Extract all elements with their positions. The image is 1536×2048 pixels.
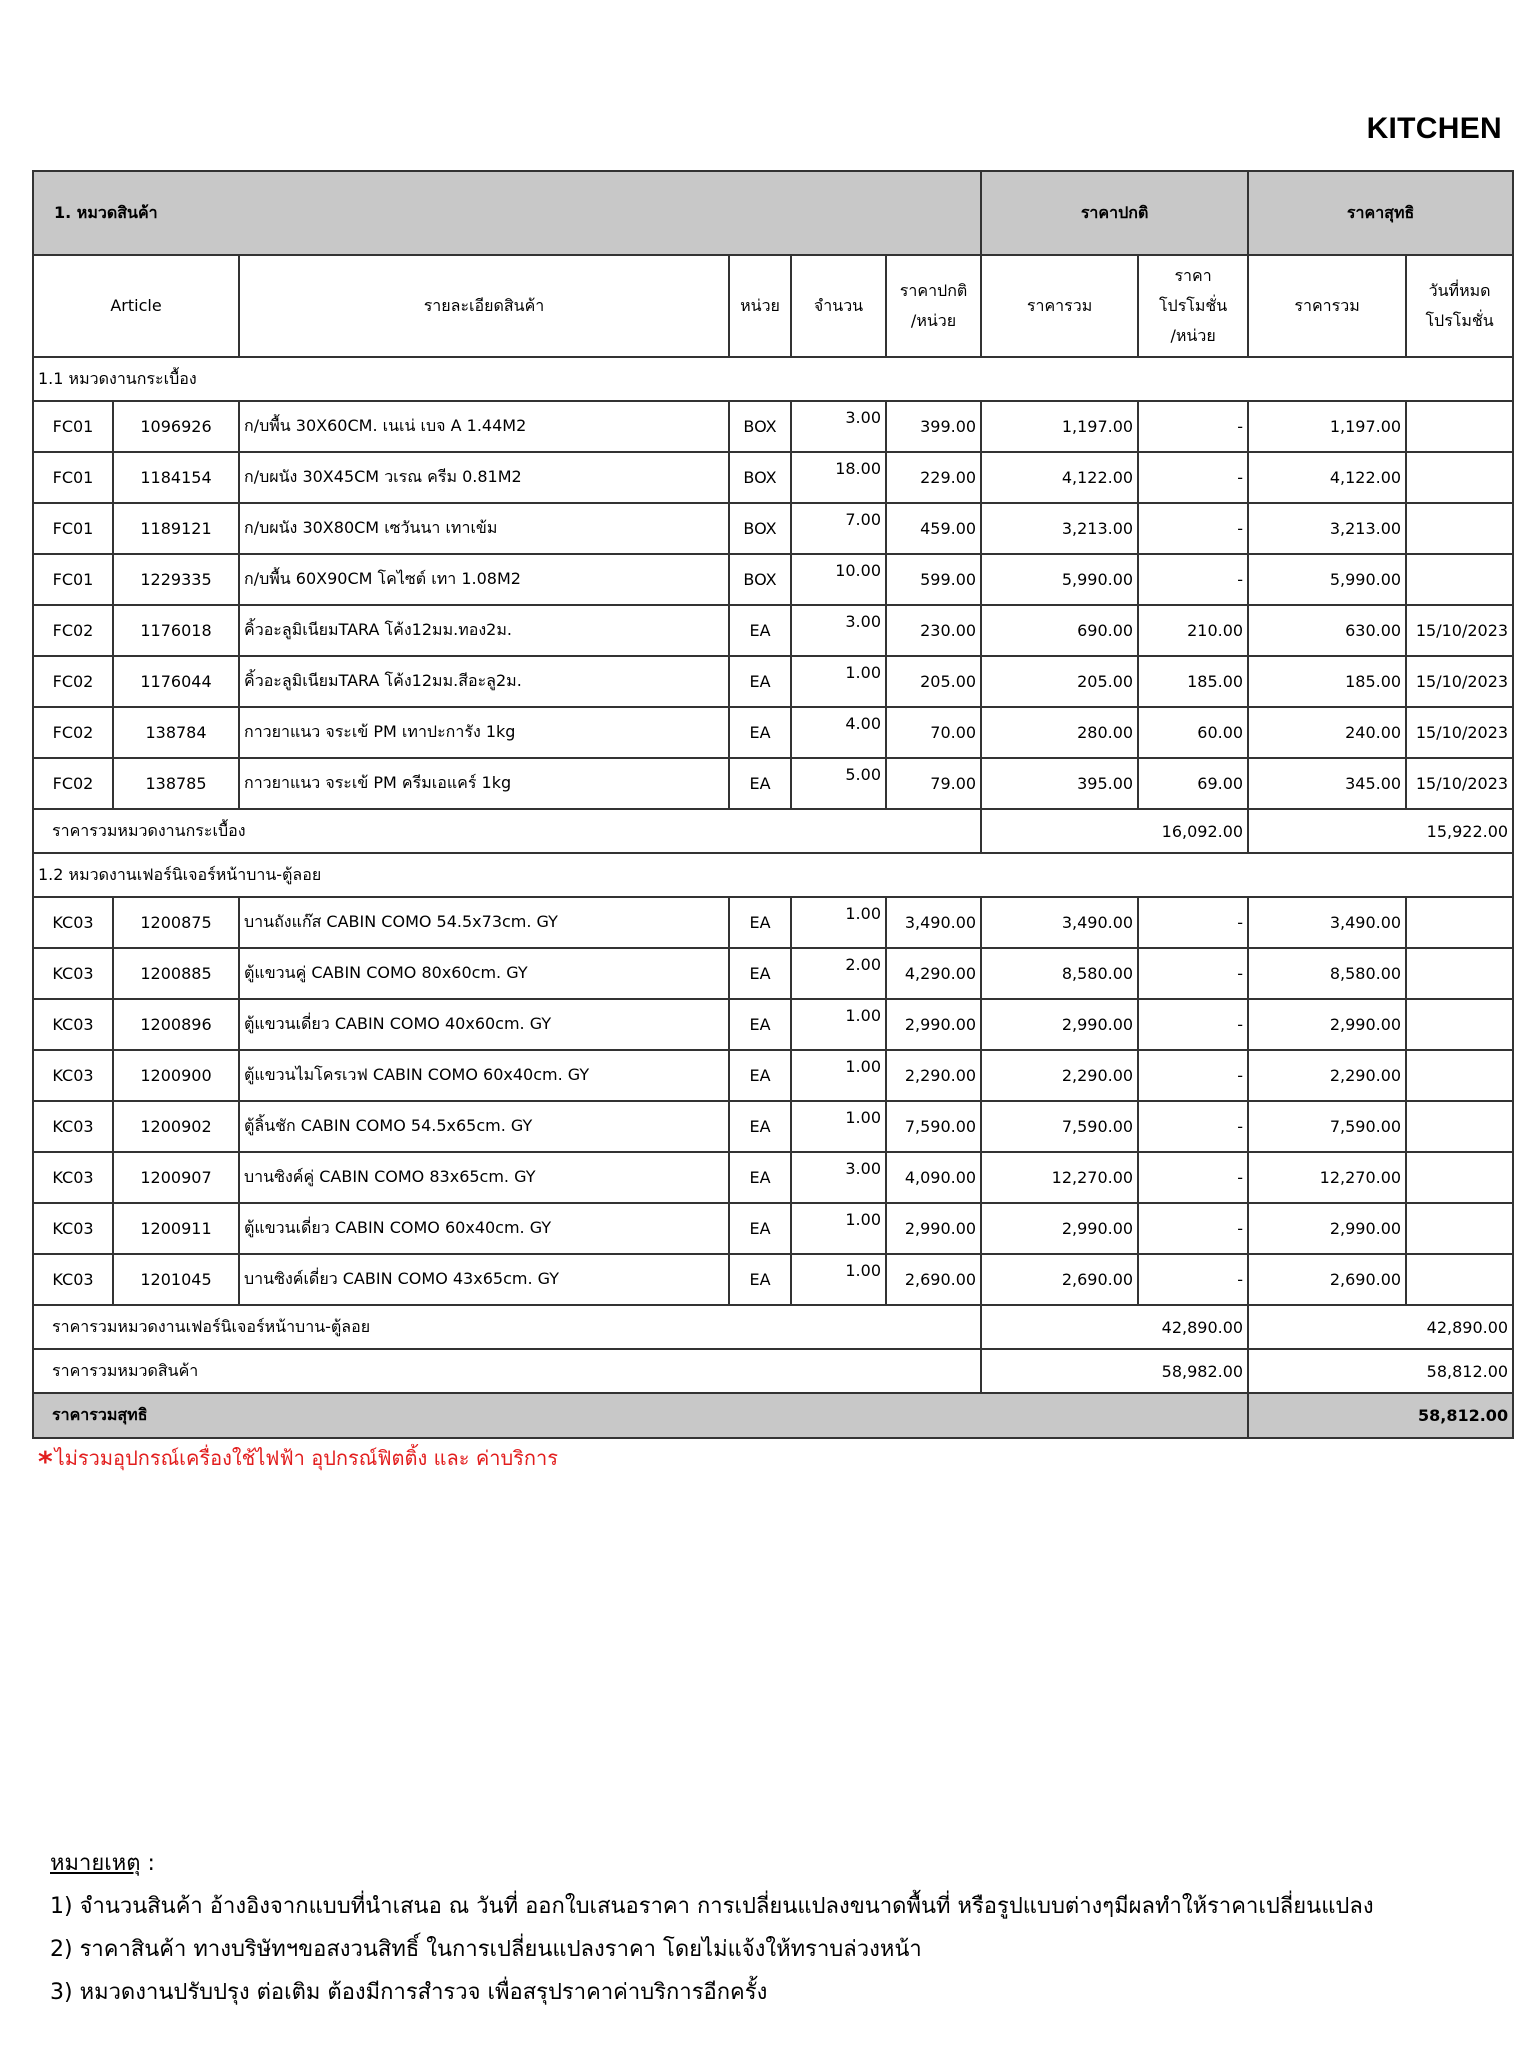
table-row (33, 948, 1513, 999)
subtotal-normal: 42,890.00 (981, 1305, 1248, 1349)
promo-price: - (1138, 1152, 1248, 1203)
item-quantity: 2.00 (791, 948, 886, 999)
item-description: ตู้แขวนคู่ CABIN COMO 80x60cm. GY (239, 948, 729, 999)
section-header-row (33, 853, 1513, 897)
item-unit: BOX (729, 401, 791, 452)
group-code: FC01 (33, 554, 113, 605)
item-unit: EA (729, 656, 791, 707)
item-quantity: 3.00 (791, 401, 886, 452)
section-title: 1.2 หมวดงานเฟอร์นิเจอร์หน้าบาน-ตู้ลอย (33, 853, 1513, 897)
group-code: KC03 (33, 948, 113, 999)
unit-price: 70.00 (886, 707, 981, 758)
net-total: 8,580.00 (1248, 948, 1406, 999)
col-price-per-unit: ราคาปกติ /หน่วย (886, 255, 981, 357)
promo-price: - (1138, 554, 1248, 605)
promo-end-date (1406, 1101, 1513, 1152)
net-total: 3,490.00 (1248, 897, 1406, 948)
unit-price: 79.00 (886, 758, 981, 809)
promo-price: - (1138, 503, 1248, 554)
group-code: FC01 (33, 452, 113, 503)
item-description: คิ้วอะลูมิเนียมTARA โค้ง12มม.ทอง2ม. (239, 605, 729, 656)
line-total: 395.00 (981, 758, 1138, 809)
group-code: KC03 (33, 897, 113, 948)
unit-price: 2,990.00 (886, 999, 981, 1050)
line-total: 4,122.00 (981, 452, 1138, 503)
line-total: 1,197.00 (981, 401, 1138, 452)
promo-end-date (1406, 999, 1513, 1050)
net-total: 1,197.00 (1248, 401, 1406, 452)
unit-price: 229.00 (886, 452, 981, 503)
promo-end-date (1406, 1254, 1513, 1305)
table-row (33, 1203, 1513, 1254)
net-total: 240.00 (1248, 707, 1406, 758)
section-subtotal-row (33, 1305, 1513, 1349)
net-total: 2,990.00 (1248, 1203, 1406, 1254)
group-code: KC03 (33, 1152, 113, 1203)
item-description: ก/บผนัง 30X80CM เซวันนา เทาเข้ม (239, 503, 729, 554)
article-number: 1176044 (113, 656, 239, 707)
promo-end-date (1406, 554, 1513, 605)
item-unit: EA (729, 1254, 791, 1305)
item-description: ก/บพื้น 60X90CM โคไซต์ เทา 1.08M2 (239, 554, 729, 605)
line-total: 280.00 (981, 707, 1138, 758)
item-unit: EA (729, 605, 791, 656)
promo-price: - (1138, 948, 1248, 999)
table-row (33, 401, 1513, 452)
unit-price: 205.00 (886, 656, 981, 707)
unit-price: 2,690.00 (886, 1254, 981, 1305)
item-unit: EA (729, 897, 791, 948)
item-quantity: 4.00 (791, 707, 886, 758)
promo-price: - (1138, 401, 1248, 452)
item-description: ก/บผนัง 30X45CM วเรณ ครีม 0.81M2 (239, 452, 729, 503)
net-total: 345.00 (1248, 758, 1406, 809)
group-code: KC03 (33, 999, 113, 1050)
promo-end-date (1406, 452, 1513, 503)
item-unit: EA (729, 1152, 791, 1203)
item-quantity: 1.00 (791, 1050, 886, 1101)
unit-price: 2,290.00 (886, 1050, 981, 1101)
grand-total-label: ราคารวมสุทธิ (33, 1393, 1248, 1438)
net-total: 7,590.00 (1248, 1101, 1406, 1152)
article-number: 1201045 (113, 1254, 239, 1305)
line-total: 2,990.00 (981, 1203, 1138, 1254)
net-total: 5,990.00 (1248, 554, 1406, 605)
item-quantity: 10.00 (791, 554, 886, 605)
col-article: Article (33, 255, 239, 357)
table-row (33, 1050, 1513, 1101)
remarks-heading: หมายเหตุ (50, 1851, 141, 1876)
category-total-normal: 58,982.00 (981, 1349, 1248, 1393)
subtotal-net: 15,922.00 (1248, 809, 1513, 853)
item-unit: BOX (729, 452, 791, 503)
promo-end-date (1406, 1152, 1513, 1203)
promo-price: - (1138, 452, 1248, 503)
promo-end-date (1406, 897, 1513, 948)
group-code: KC03 (33, 1101, 113, 1152)
subtotal-net: 42,890.00 (1248, 1305, 1513, 1349)
category-total-row (33, 1349, 1513, 1393)
grand-total-row (33, 1393, 1513, 1438)
article-number: 138784 (113, 707, 239, 758)
grand-total-value: 58,812.00 (1248, 1393, 1513, 1438)
item-unit: EA (729, 1101, 791, 1152)
promo-price: - (1138, 999, 1248, 1050)
subtotal-label: ราคารวมหมวดงานกระเบื้อง (33, 809, 981, 853)
unit-price: 599.00 (886, 554, 981, 605)
promo-price: - (1138, 897, 1248, 948)
item-unit: EA (729, 758, 791, 809)
subtotal-normal: 16,092.00 (981, 809, 1248, 853)
article-number: 1200911 (113, 1203, 239, 1254)
article-number: 1200907 (113, 1152, 239, 1203)
category-total-label: ราคารวมหมวดสินค้า (33, 1349, 981, 1393)
net-total: 630.00 (1248, 605, 1406, 656)
remark-line: 2) ราคาสินค้า ทางบริษัทฯขอสงวนสิทธิ์ ในการเปลี่ยนแปลงราคา โดยไม่แจ้งให้ทราบล่วงหน้า (50, 1937, 922, 1962)
article-number: 1176018 (113, 605, 239, 656)
unit-price: 399.00 (886, 401, 981, 452)
subtotal-label: ราคารวมหมวดงานเฟอร์นิเจอร์หน้าบาน-ตู้ลอย (33, 1305, 981, 1349)
remarks: หมายเหตุ : 1) จำนวนสินค้า อ้างอิงจากแบบที่นำเสนอ ณ วันที่ ออกใบเสนอราคา การเปลี่ยนแปลงขนาดพื้นที่ หรือรูปแบบต่างๆมีผลทำให้ราคาเปลี่ยนแปลง 2) ราคาสินค้า ทางบริษัทฯขอสงวนสิทธิ์ ในการเปลี่ยนแปลงราคา โดยไม่แจ้งให้ทราบล่วงหน้า 3) หมวดงานปรับปรุง ต่อเติม ต้องมีการสำรวจ เพื่อสรุปราคาค่าบริการอีกครั้ง (50, 1842, 1374, 2014)
table-row (33, 707, 1513, 758)
article-number: 1200875 (113, 897, 239, 948)
article-number: 1200900 (113, 1050, 239, 1101)
item-description: บานซิงค์คู่ CABIN COMO 83x65cm. GY (239, 1152, 729, 1203)
promo-end-date: 15/10/2023 (1406, 758, 1513, 809)
remark-line: 1) จำนวนสินค้า อ้างอิงจากแบบที่นำเสนอ ณ วันที่ ออกใบเสนอราคา การเปลี่ยนแปลงขนาดพื้นที่ หรือรูปแบบต่างๆมีผลทำให้ราคาเปลี่ยนแปลง (50, 1894, 1374, 1919)
item-quantity: 1.00 (791, 1203, 886, 1254)
group-code: FC01 (33, 503, 113, 554)
item-unit: BOX (729, 503, 791, 554)
section-subtotal-row (33, 809, 1513, 853)
table-row (33, 503, 1513, 554)
promo-end-date (1406, 401, 1513, 452)
remark-line: 3) หมวดงานปรับปรุง ต่อเติม ต้องมีการสำรวจ เพื่อสรุปราคาค่าบริการอีกครั้ง (50, 1980, 768, 2005)
item-quantity: 1.00 (791, 897, 886, 948)
item-description: ตู้ลิ้นชัก CABIN COMO 54.5x65cm. GY (239, 1101, 729, 1152)
item-description: คิ้วอะลูมิเนียมTARA โค้ง12มม.สีอะลู2ม. (239, 656, 729, 707)
item-unit: EA (729, 1050, 791, 1101)
table-row (33, 758, 1513, 809)
net-total: 4,122.00 (1248, 452, 1406, 503)
item-description: บานซิงค์เดี่ยว CABIN COMO 43x65cm. GY (239, 1254, 729, 1305)
line-total: 3,490.00 (981, 897, 1138, 948)
section-header-row (33, 357, 1513, 401)
col-promo-price: ราคา โปรโมชั่น /หน่วย (1138, 255, 1248, 357)
page-title: KITCHEN (1366, 112, 1502, 145)
item-description: กาวยาแนว จระเข้ PM เทาปะการัง 1kg (239, 707, 729, 758)
table-row (33, 1152, 1513, 1203)
net-price-header: ราคาสุทธิ (1248, 171, 1513, 255)
unit-price: 459.00 (886, 503, 981, 554)
article-number: 1229335 (113, 554, 239, 605)
col-unit: หน่วย (729, 255, 791, 357)
unit-price: 230.00 (886, 605, 981, 656)
net-total: 2,290.00 (1248, 1050, 1406, 1101)
line-total: 690.00 (981, 605, 1138, 656)
quotation-table (32, 170, 1514, 1439)
item-description: ตู้แขวนเดี่ยว CABIN COMO 60x40cm. GY (239, 1203, 729, 1254)
promo-end-date: 15/10/2023 (1406, 605, 1513, 656)
table-row (33, 605, 1513, 656)
item-unit: BOX (729, 554, 791, 605)
item-quantity: 3.00 (791, 1152, 886, 1203)
article-number: 1200902 (113, 1101, 239, 1152)
table-row (33, 1254, 1513, 1305)
promo-end-date (1406, 1050, 1513, 1101)
normal-price-header: ราคาปกติ (981, 171, 1248, 255)
table-row (33, 452, 1513, 503)
table-row (33, 656, 1513, 707)
table-row (33, 999, 1513, 1050)
item-quantity: 18.00 (791, 452, 886, 503)
unit-price: 3,490.00 (886, 897, 981, 948)
group-code: FC02 (33, 707, 113, 758)
group-code: KC03 (33, 1203, 113, 1254)
item-quantity: 5.00 (791, 758, 886, 809)
item-quantity: 3.00 (791, 605, 886, 656)
promo-price: - (1138, 1203, 1248, 1254)
group-code: FC01 (33, 401, 113, 452)
item-description: กาวยาแนว จระเข้ PM ครีมเอแคร์ 1kg (239, 758, 729, 809)
net-total: 2,690.00 (1248, 1254, 1406, 1305)
line-total: 8,580.00 (981, 948, 1138, 999)
item-unit: EA (729, 707, 791, 758)
net-total: 12,270.00 (1248, 1152, 1406, 1203)
item-quantity: 1.00 (791, 656, 886, 707)
item-quantity: 1.00 (791, 1254, 886, 1305)
table-row (33, 554, 1513, 605)
net-total: 3,213.00 (1248, 503, 1406, 554)
promo-end-date (1406, 948, 1513, 999)
table-row (33, 1101, 1513, 1152)
group-code: KC03 (33, 1050, 113, 1101)
column-header-row (33, 255, 1513, 357)
promo-end-date (1406, 1203, 1513, 1254)
promo-price: 60.00 (1138, 707, 1248, 758)
item-unit: EA (729, 999, 791, 1050)
article-number: 1184154 (113, 452, 239, 503)
item-description: ก/บพื้น 30X60CM. เนเน่ เบจ A 1.44M2 (239, 401, 729, 452)
col-total: ราคารวม (981, 255, 1138, 357)
article-number: 1200885 (113, 948, 239, 999)
item-unit: EA (729, 1203, 791, 1254)
unit-price: 4,090.00 (886, 1152, 981, 1203)
promo-price: - (1138, 1101, 1248, 1152)
table-row (33, 897, 1513, 948)
article-number: 1200896 (113, 999, 239, 1050)
item-quantity: 7.00 (791, 503, 886, 554)
col-qty: จำนวน (791, 255, 886, 357)
line-total: 7,590.00 (981, 1101, 1138, 1152)
line-total: 3,213.00 (981, 503, 1138, 554)
section-title: 1.1 หมวดงานกระเบื้อง (33, 357, 1513, 401)
unit-price: 4,290.00 (886, 948, 981, 999)
exclusion-note: * ไม่รวมอุปกรณ์เครื่องใช้ไฟฟ้า อุปกรณ์ฟิตติ้ง และ ค่าบริการ (38, 1445, 558, 1478)
promo-price: 185.00 (1138, 656, 1248, 707)
article-number: 138785 (113, 758, 239, 809)
promo-price: - (1138, 1050, 1248, 1101)
item-quantity: 1.00 (791, 1101, 886, 1152)
table-header-row (33, 171, 1513, 255)
line-total: 2,290.00 (981, 1050, 1138, 1101)
promo-price: 210.00 (1138, 605, 1248, 656)
net-total: 2,990.00 (1248, 999, 1406, 1050)
item-quantity: 1.00 (791, 999, 886, 1050)
promo-end-date (1406, 503, 1513, 554)
line-total: 12,270.00 (981, 1152, 1138, 1203)
group-code: FC02 (33, 656, 113, 707)
net-total: 185.00 (1248, 656, 1406, 707)
promo-price: - (1138, 1254, 1248, 1305)
line-total: 5,990.00 (981, 554, 1138, 605)
line-total: 205.00 (981, 656, 1138, 707)
item-unit: EA (729, 948, 791, 999)
group-code: FC02 (33, 605, 113, 656)
promo-price: 69.00 (1138, 758, 1248, 809)
group-code: FC02 (33, 758, 113, 809)
group-code: KC03 (33, 1254, 113, 1305)
promo-end-date: 15/10/2023 (1406, 656, 1513, 707)
col-promo-end: วันที่หมด โปรโมชั่น (1406, 255, 1513, 357)
item-description: ตู้แขวนไมโครเวฟ CABIN COMO 60x40cm. GY (239, 1050, 729, 1101)
promo-end-date: 15/10/2023 (1406, 707, 1513, 758)
article-number: 1189121 (113, 503, 239, 554)
unit-price: 2,990.00 (886, 1203, 981, 1254)
line-total: 2,990.00 (981, 999, 1138, 1050)
item-description: ตู้แขวนเดี่ยว CABIN COMO 40x60cm. GY (239, 999, 729, 1050)
category-total-net: 58,812.00 (1248, 1349, 1513, 1393)
unit-price: 7,590.00 (886, 1101, 981, 1152)
item-description: บานถังแก๊ส CABIN COMO 54.5x73cm. GY (239, 897, 729, 948)
col-description: รายละเอียดสินค้า (239, 255, 729, 357)
line-total: 2,690.00 (981, 1254, 1138, 1305)
col-net-total: ราคารวม (1248, 255, 1406, 357)
article-number: 1096926 (113, 401, 239, 452)
category-header: 1. หมวดสินค้า (33, 171, 981, 255)
